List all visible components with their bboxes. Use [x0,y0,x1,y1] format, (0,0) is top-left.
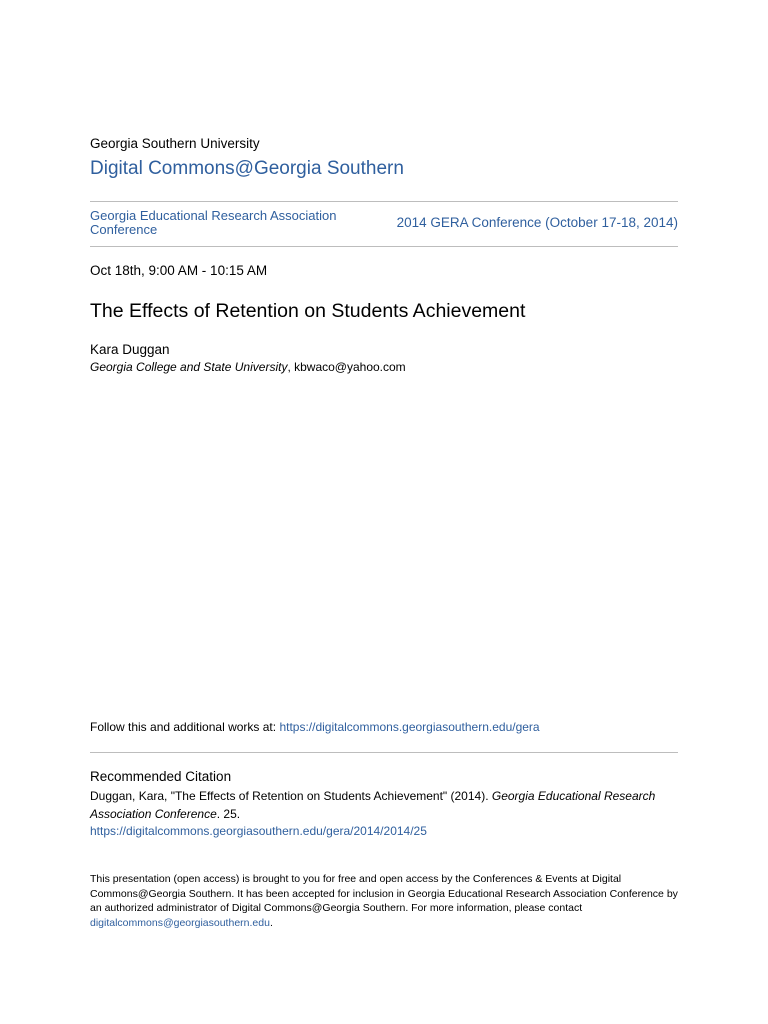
follow-label: Follow this and additional works at: [90,720,280,734]
divider [90,752,678,753]
contact-email-link[interactable]: digitalcommons@georgiasouthern.edu [90,916,270,929]
repository-link[interactable]: Digital Commons@Georgia Southern [90,158,404,179]
session-datetime: Oct 18th, 9:00 AM - 10:15 AM [90,263,268,278]
citation-heading: Recommended Citation [90,769,232,784]
divider [90,246,678,247]
author-name: Kara Duggan [90,342,170,357]
citation-authors-title: Duggan, Kara, "The Effects of Retention on Students Achievement" (2014). [90,789,492,803]
citation-venue: Georgia Educational Research Association Conference [90,789,656,821]
paper-title: The Effects of Retention on Students Achievement [90,300,526,322]
divider [90,201,678,202]
institution-name: Georgia Southern University [90,136,260,151]
author-affiliation: Georgia College and State University [90,360,288,374]
follow-line [90,720,540,734]
access-notice [90,872,680,930]
author-affiliation-line [90,360,406,374]
notice-end: . [269,916,273,929]
affiliation-separator: , [287,360,295,374]
citation-url-link[interactable]: https://digitalcommons.georgiasouthern.edu/gera/2014/2014/25 [90,824,427,838]
notice-text: This presentation (open access) is brought to you for free and open access by the Conferences & Events at Digital Commons@Georgia Southern. It has been accepted for inclusion in Georgia Educational Research Association Conference by an authorized administrator of Digital Commons@Georgia Southern. For more information, please contact [90,873,678,915]
citation-text [90,788,680,841]
series-link[interactable]: Georgia Educational Research Association Conference [90,208,337,237]
follow-url-link[interactable]: https://digitalcommons.georgiasouthern.edu/gera [279,720,540,734]
author-email: kbwaco@yahoo.com [294,360,406,374]
citation-number: . 25. [216,806,241,821]
event-link[interactable]: 2014 GERA Conference (October 17-18, 2014) [396,215,678,230]
